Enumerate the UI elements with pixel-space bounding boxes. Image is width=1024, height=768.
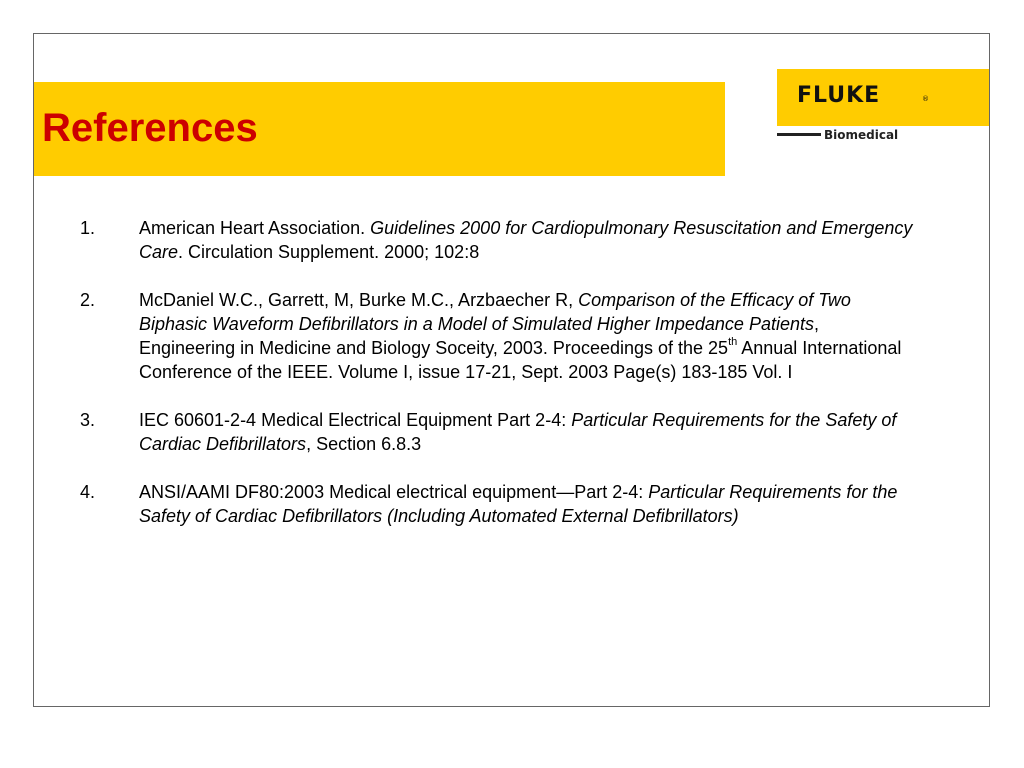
reference-text: ANSI/AAMI DF80:2003 Medical electrical equipment—Part 2-4: Particular Requirements for the Safety of Cardiac Defibrillators (Including Automated External Defibrillators)	[139, 482, 898, 526]
registered-mark: ®	[922, 95, 929, 103]
logo-subtitle: Biomedical	[824, 128, 899, 142]
reference-number: 2.	[80, 290, 96, 310]
reference-item	[80, 216, 920, 264]
logo-rule	[777, 133, 821, 136]
reference-text: American Heart Association. Guidelines 2000 for Cardiopulmonary Resuscitation and Emergency Care. Circulation Supplement. 2000; 102:8	[139, 218, 913, 262]
reference-item	[80, 408, 920, 456]
logo-wordmark: FLUKE	[797, 83, 881, 108]
reference-number: 3.	[80, 410, 96, 430]
fluke-logo	[777, 69, 989, 126]
reference-number: 1.	[80, 218, 96, 238]
reference-text: McDaniel W.C., Garrett, M, Burke M.C., Arzbaecher R, Comparison of the Efficacy of Two Biphasic Waveform Defibrillators in a Model of Simulated Higher Impedance Patients, Engineering in Medicine and Biology Soceity, 2003. Proceedings of the 25th Annual International Conference of the IEEE. Volume I, issue 17-21, Sept. 2003 Page(s) 183-185 Vol. I	[139, 290, 902, 382]
page-title: References	[42, 106, 258, 150]
reference-list	[80, 216, 920, 552]
reference-number: 4.	[80, 482, 96, 502]
title-band	[34, 82, 725, 176]
reference-item	[80, 288, 920, 384]
reference-text: IEC 60601-2-4 Medical Electrical Equipment Part 2-4: Particular Requirements for the Safety of Cardiac Defibrillators, Section 6.8.3	[139, 410, 897, 454]
reference-item	[80, 480, 920, 528]
